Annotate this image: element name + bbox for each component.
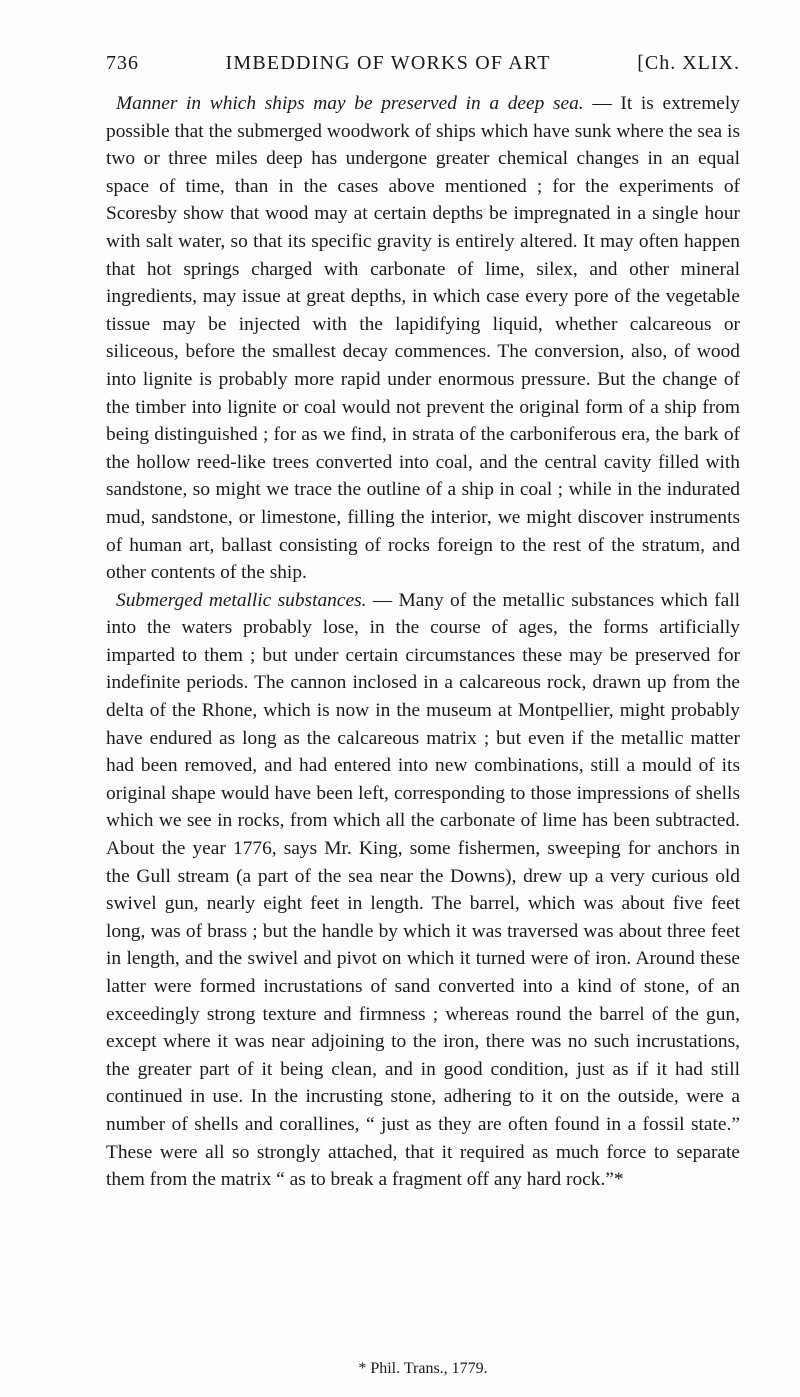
page-body [106, 52, 740, 1194]
paragraph-ships [106, 90, 740, 587]
paragraph-heading: Manner in which ships may be preserved in a deep sea. [116, 93, 584, 114]
paragraph-heading: Submerged metallic substances. [116, 589, 367, 611]
chapter-label: [Ch. XLIX. [637, 52, 740, 74]
paragraph-text: — It is extremely possible that the submerged woodwork of ships which have sunk where the sea is two or three miles deep has undergone greater chemical changes in an equal space of time, than in the cases above mentioned ; for the experiments of Scoresby show that wood may at certain depths be impregnated in a single hour with salt water, so that its specific gravity is entirely altered. It may often happen that hot springs charged with carbonate of lime, silex, and other mineral ingredients, may issue at great depths, in which case every pore of the vegetable tissue may be injected with the lapidifying liquid, whether calcareous or siliceous, before the smallest decay commences. The conversion, also, of wood into lignite is probably more rapid under enormous pressure. But the change of the timber into lignite or coal would not prevent the original form of a ship from being distinguished ; for as we find, in strata of the carboniferous era, the bark of the hollow reed-like trees converted into coal, and the central cavity filled with sandstone, so might we trace the outline of a ship in coal ; while in the indurated mud, sandstone, or limestone, filling the interior, we might discover instruments of human art, ballast consisting of rocks foreign to the rest of the stratum, and other contents of the ship. [106, 93, 740, 584]
page-number: 736 [106, 52, 139, 74]
paragraph-text: — Many of the metallic substances which fall into the waters probably lose, in the course of ages, the forms artificially imparted to them ; but under certain circumstances these may be preserved for indefinite periods. The cannon inclosed in a calcareous rock, drawn up from the delta of the Rhone, which is now in the museum at Montpellier, might probably have endured as long as the calcareous matrix ; but even if the metallic matter had been removed, and had entered into new combinations, still a mould of its original shape would have been left, corresponding to those impressions of shells which we see in rocks, from which all the carbonate of lime has been subtracted. About the year 1776, says Mr. King, some fishermen, sweeping for anchors in the Gull stream (a part of the sea near the Downs), drew up a very curious old swivel gun, nearly eight feet in length. The barrel, which was about five feet long, was of brass ; but the handle by which it was traversed was about three feet in length, and the swivel and pivot on which it turned were of iron. Around these latter were formed incrustations of sand converted into a kind of stone, of an exceedingly strong texture and firmness ; whereas round the barrel of the gun, except where it was near adjoining to the iron, there was no such incrustations, the greater part of it being clean, and in good condition, just as if it had still continued in use. In the incrusting stone, adhering to it on the outside, were a number of shells and corallines, “ just as they are often found in a fossil state.” These were all so strongly attached, that it required as much force to separate them from the matrix “ as to break a fragment off any hard rock.”* [106, 589, 740, 1191]
footnote: * Phil. Trans., 1779. [358, 1360, 488, 1377]
paragraph-metallic [106, 587, 740, 1194]
running-title: IMBEDDING OF WORKS OF ART [225, 52, 551, 74]
running-head [106, 52, 740, 86]
